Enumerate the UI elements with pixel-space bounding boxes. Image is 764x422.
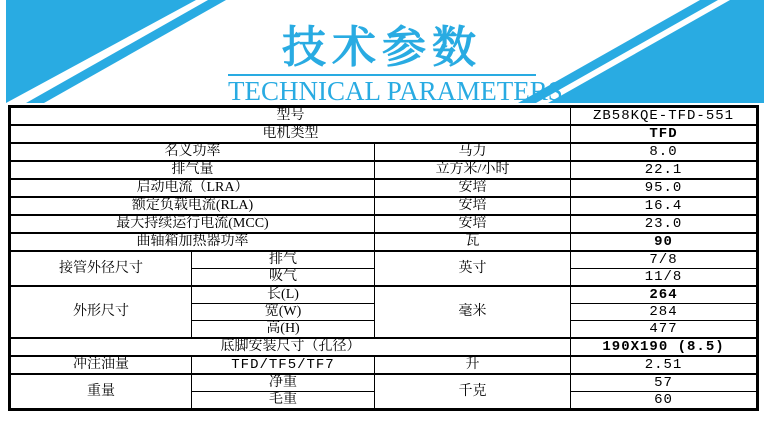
- param-value: ZB58KQE-TFD-551: [571, 107, 758, 126]
- table-row: [10, 125, 758, 143]
- param-unit: 立方米/小时: [375, 161, 571, 179]
- table-row: [10, 356, 758, 374]
- param-label: 型号: [10, 107, 571, 126]
- param-sub-label: TFD/TF5/TF7: [192, 356, 375, 374]
- param-label: 启动电流（LRA）: [10, 179, 375, 197]
- table-row: [10, 107, 758, 126]
- param-value: 477: [571, 321, 758, 339]
- param-value: 284: [571, 304, 758, 321]
- param-sub-label: 毛重: [192, 392, 375, 410]
- param-unit: 升: [375, 356, 571, 374]
- param-sub-label: 长(L): [192, 286, 375, 304]
- param-label: 名义功率: [10, 143, 375, 161]
- table-row: [10, 179, 758, 197]
- table-row: [10, 161, 758, 179]
- param-label: 额定负载电流(RLA): [10, 197, 375, 215]
- param-sub-label: 净重: [192, 374, 375, 392]
- param-value: 22.1: [571, 161, 758, 179]
- param-group-label: 接管外径尺寸: [10, 251, 192, 286]
- param-value: TFD: [571, 125, 758, 143]
- table-row: [10, 233, 758, 251]
- param-value: 16.4: [571, 197, 758, 215]
- table-row: [10, 143, 758, 161]
- param-unit: 英寸: [375, 251, 571, 286]
- param-sub-label: 吸气: [192, 269, 375, 287]
- param-sub-label: 高(H): [192, 321, 375, 339]
- param-sub-label: 排气: [192, 251, 375, 269]
- param-value: 23.0: [571, 215, 758, 233]
- param-group-label: 重量: [10, 374, 192, 410]
- table-row: [10, 197, 758, 215]
- table-row: [10, 286, 758, 304]
- header-banner: [0, 0, 764, 105]
- param-value: 8.0: [571, 143, 758, 161]
- table-row: [10, 338, 758, 356]
- page-title: 技术参数: [282, 23, 482, 72]
- param-value: 7/8: [571, 251, 758, 269]
- table-row: [10, 251, 758, 269]
- param-label: 底脚安装尺寸（孔径）: [10, 338, 571, 356]
- param-value: 11/8: [571, 269, 758, 287]
- param-unit: 千克: [375, 374, 571, 410]
- param-value: 95.0: [571, 179, 758, 197]
- page-subtitle: TECHNICAL PARAMETERS: [228, 76, 563, 106]
- param-label: 最大持续运行电流(MCC): [10, 215, 375, 233]
- title-block: [228, 0, 563, 106]
- param-unit: 毫米: [375, 286, 571, 338]
- param-group-label: 外形尺寸: [10, 286, 192, 338]
- spec-table: [8, 105, 759, 411]
- param-unit: 瓦: [375, 233, 571, 251]
- param-value: 190X190 (8.5): [571, 338, 758, 356]
- param-unit: 安培: [375, 179, 571, 197]
- param-unit: 安培: [375, 215, 571, 233]
- param-value: 57: [571, 374, 758, 392]
- param-value: 2.51: [571, 356, 758, 374]
- param-value: 264: [571, 286, 758, 304]
- table-row: [10, 374, 758, 392]
- param-value: 60: [571, 392, 758, 410]
- param-label: 电机类型: [10, 125, 571, 143]
- param-unit: 马力: [375, 143, 571, 161]
- param-label: 排气量: [10, 161, 375, 179]
- param-label: 曲轴箱加热器功率: [10, 233, 375, 251]
- param-sub-label: 宽(W): [192, 304, 375, 321]
- param-unit: 安培: [375, 197, 571, 215]
- param-label: 冲注油量: [10, 356, 192, 374]
- param-value: 90: [571, 233, 758, 251]
- table-row: [10, 215, 758, 233]
